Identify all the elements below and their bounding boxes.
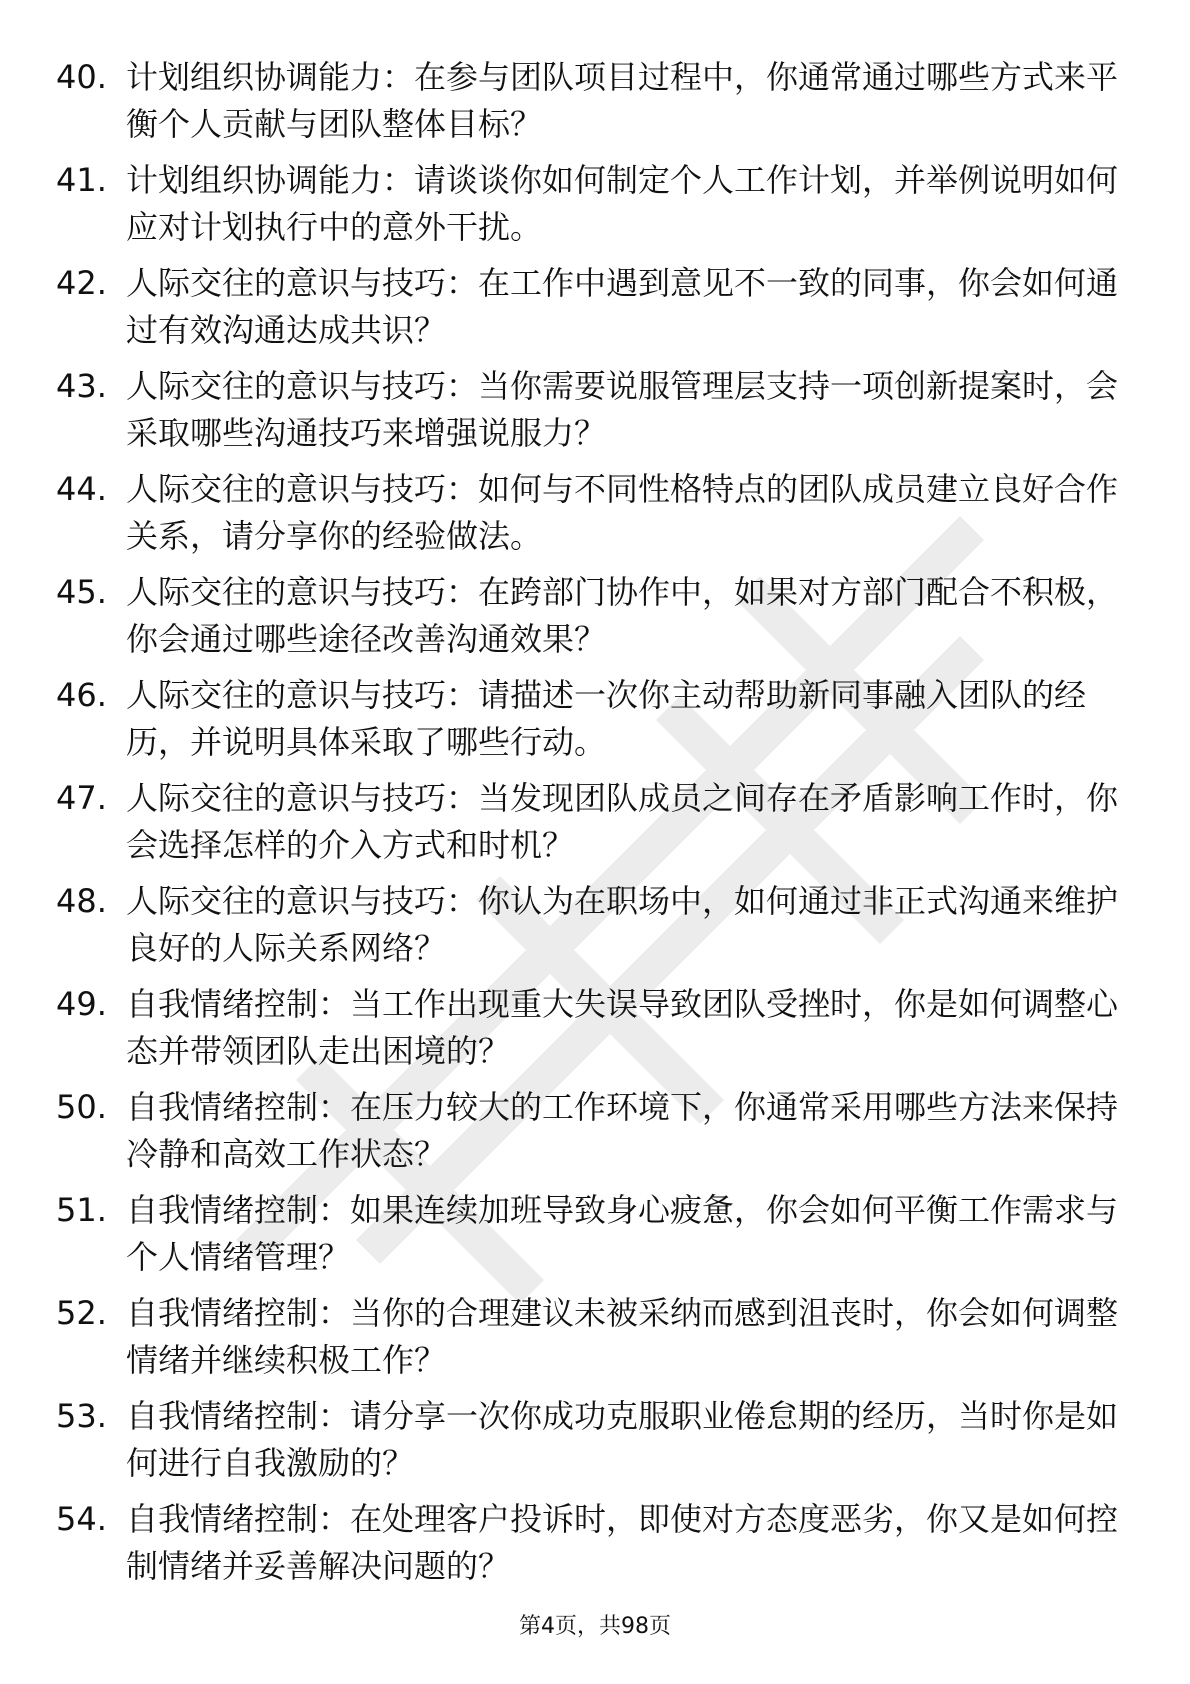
question-item (56, 569, 1136, 672)
question-item (56, 1393, 1136, 1496)
question-number: 46. (56, 676, 107, 714)
question-item (56, 981, 1136, 1084)
question-number: 50. (56, 1088, 107, 1126)
question-item (56, 672, 1136, 775)
question-item (56, 878, 1136, 981)
question-item (56, 775, 1136, 878)
question-item (56, 363, 1136, 466)
question-text: 自我情绪控制：在处理客户投诉时，即使对方态度恶劣，你又是如何控制情绪并妥善解决问题的？ (126, 1500, 1119, 1585)
question-item (56, 466, 1136, 569)
question-number: 43. (56, 367, 107, 405)
question-number: 52. (56, 1294, 107, 1332)
question-text: 自我情绪控制：请分享一次你成功克服职业倦怠期的经历，当时你是如何进行自我激励的？ (126, 1397, 1119, 1482)
question-text: 计划组织协调能力：请谈谈你如何制定个人工作计划，并举例说明如何应对计划执行中的意外干扰。 (126, 161, 1119, 246)
question-number: 48. (56, 882, 107, 920)
page-footer (0, 1612, 1190, 1642)
question-item (56, 157, 1136, 260)
question-text: 自我情绪控制：当你的合理建议未被采纳而感到沮丧时，你会如何调整情绪并继续积极工作？ (126, 1294, 1119, 1379)
question-number: 44. (56, 470, 107, 508)
question-number: 54. (56, 1500, 107, 1538)
question-text: 人际交往的意识与技巧：请描述一次你主动帮助新同事融入团队的经历，并说明具体采取了哪些行动。 (126, 676, 1087, 761)
question-item (56, 54, 1136, 157)
question-text: 人际交往的意识与技巧：在跨部门协作中，如果对方部门配合不积极，你会通过哪些途径改善沟通效果？ (126, 573, 1119, 658)
question-number: 47. (56, 779, 107, 817)
question-text: 自我情绪控制：当工作出现重大失误导致团队受挫时，你是如何调整心态并带领团队走出困境的？ (126, 985, 1119, 1070)
question-text: 人际交往的意识与技巧：如何与不同性格特点的团队成员建立良好合作关系，请分享你的经验做法。 (126, 470, 1119, 555)
question-text: 人际交往的意识与技巧：当发现团队成员之间存在矛盾影响工作时，你会选择怎样的介入方式和时机？ (126, 779, 1119, 864)
page-number-label: 第4页，共98页 (519, 1614, 671, 1639)
question-item (56, 1187, 1136, 1290)
question-text: 人际交往的意识与技巧：在工作中遇到意见不一致的同事，你会如何通过有效沟通达成共识？ (126, 264, 1119, 349)
question-item (56, 1084, 1136, 1187)
question-text: 计划组织协调能力：在参与团队项目过程中，你通常通过哪些方式来平衡个人贡献与团队整体目标？ (126, 58, 1119, 143)
question-number: 53. (56, 1397, 107, 1435)
question-number: 45. (56, 573, 107, 611)
question-text: 自我情绪控制：如果连续加班导致身心疲惫，你会如何平衡工作需求与个人情绪管理？ (126, 1191, 1119, 1276)
question-number: 41. (56, 161, 107, 199)
question-text: 人际交往的意识与技巧：当你需要说服管理层支持一项创新提案时，会采取哪些沟通技巧来增强说服力？ (126, 367, 1119, 452)
question-text: 人际交往的意识与技巧：你认为在职场中，如何通过非正式沟通来维护良好的人际关系网络？ (126, 882, 1119, 967)
question-item (56, 1496, 1136, 1599)
question-list (56, 54, 1136, 1599)
question-item (56, 1290, 1136, 1393)
question-text: 自我情绪控制：在压力较大的工作环境下，你通常采用哪些方法来保持冷静和高效工作状态？ (126, 1088, 1119, 1173)
question-number: 42. (56, 264, 107, 302)
question-item (56, 260, 1136, 363)
question-number: 40. (56, 58, 107, 96)
question-number: 51. (56, 1191, 107, 1229)
question-number: 49. (56, 985, 107, 1023)
